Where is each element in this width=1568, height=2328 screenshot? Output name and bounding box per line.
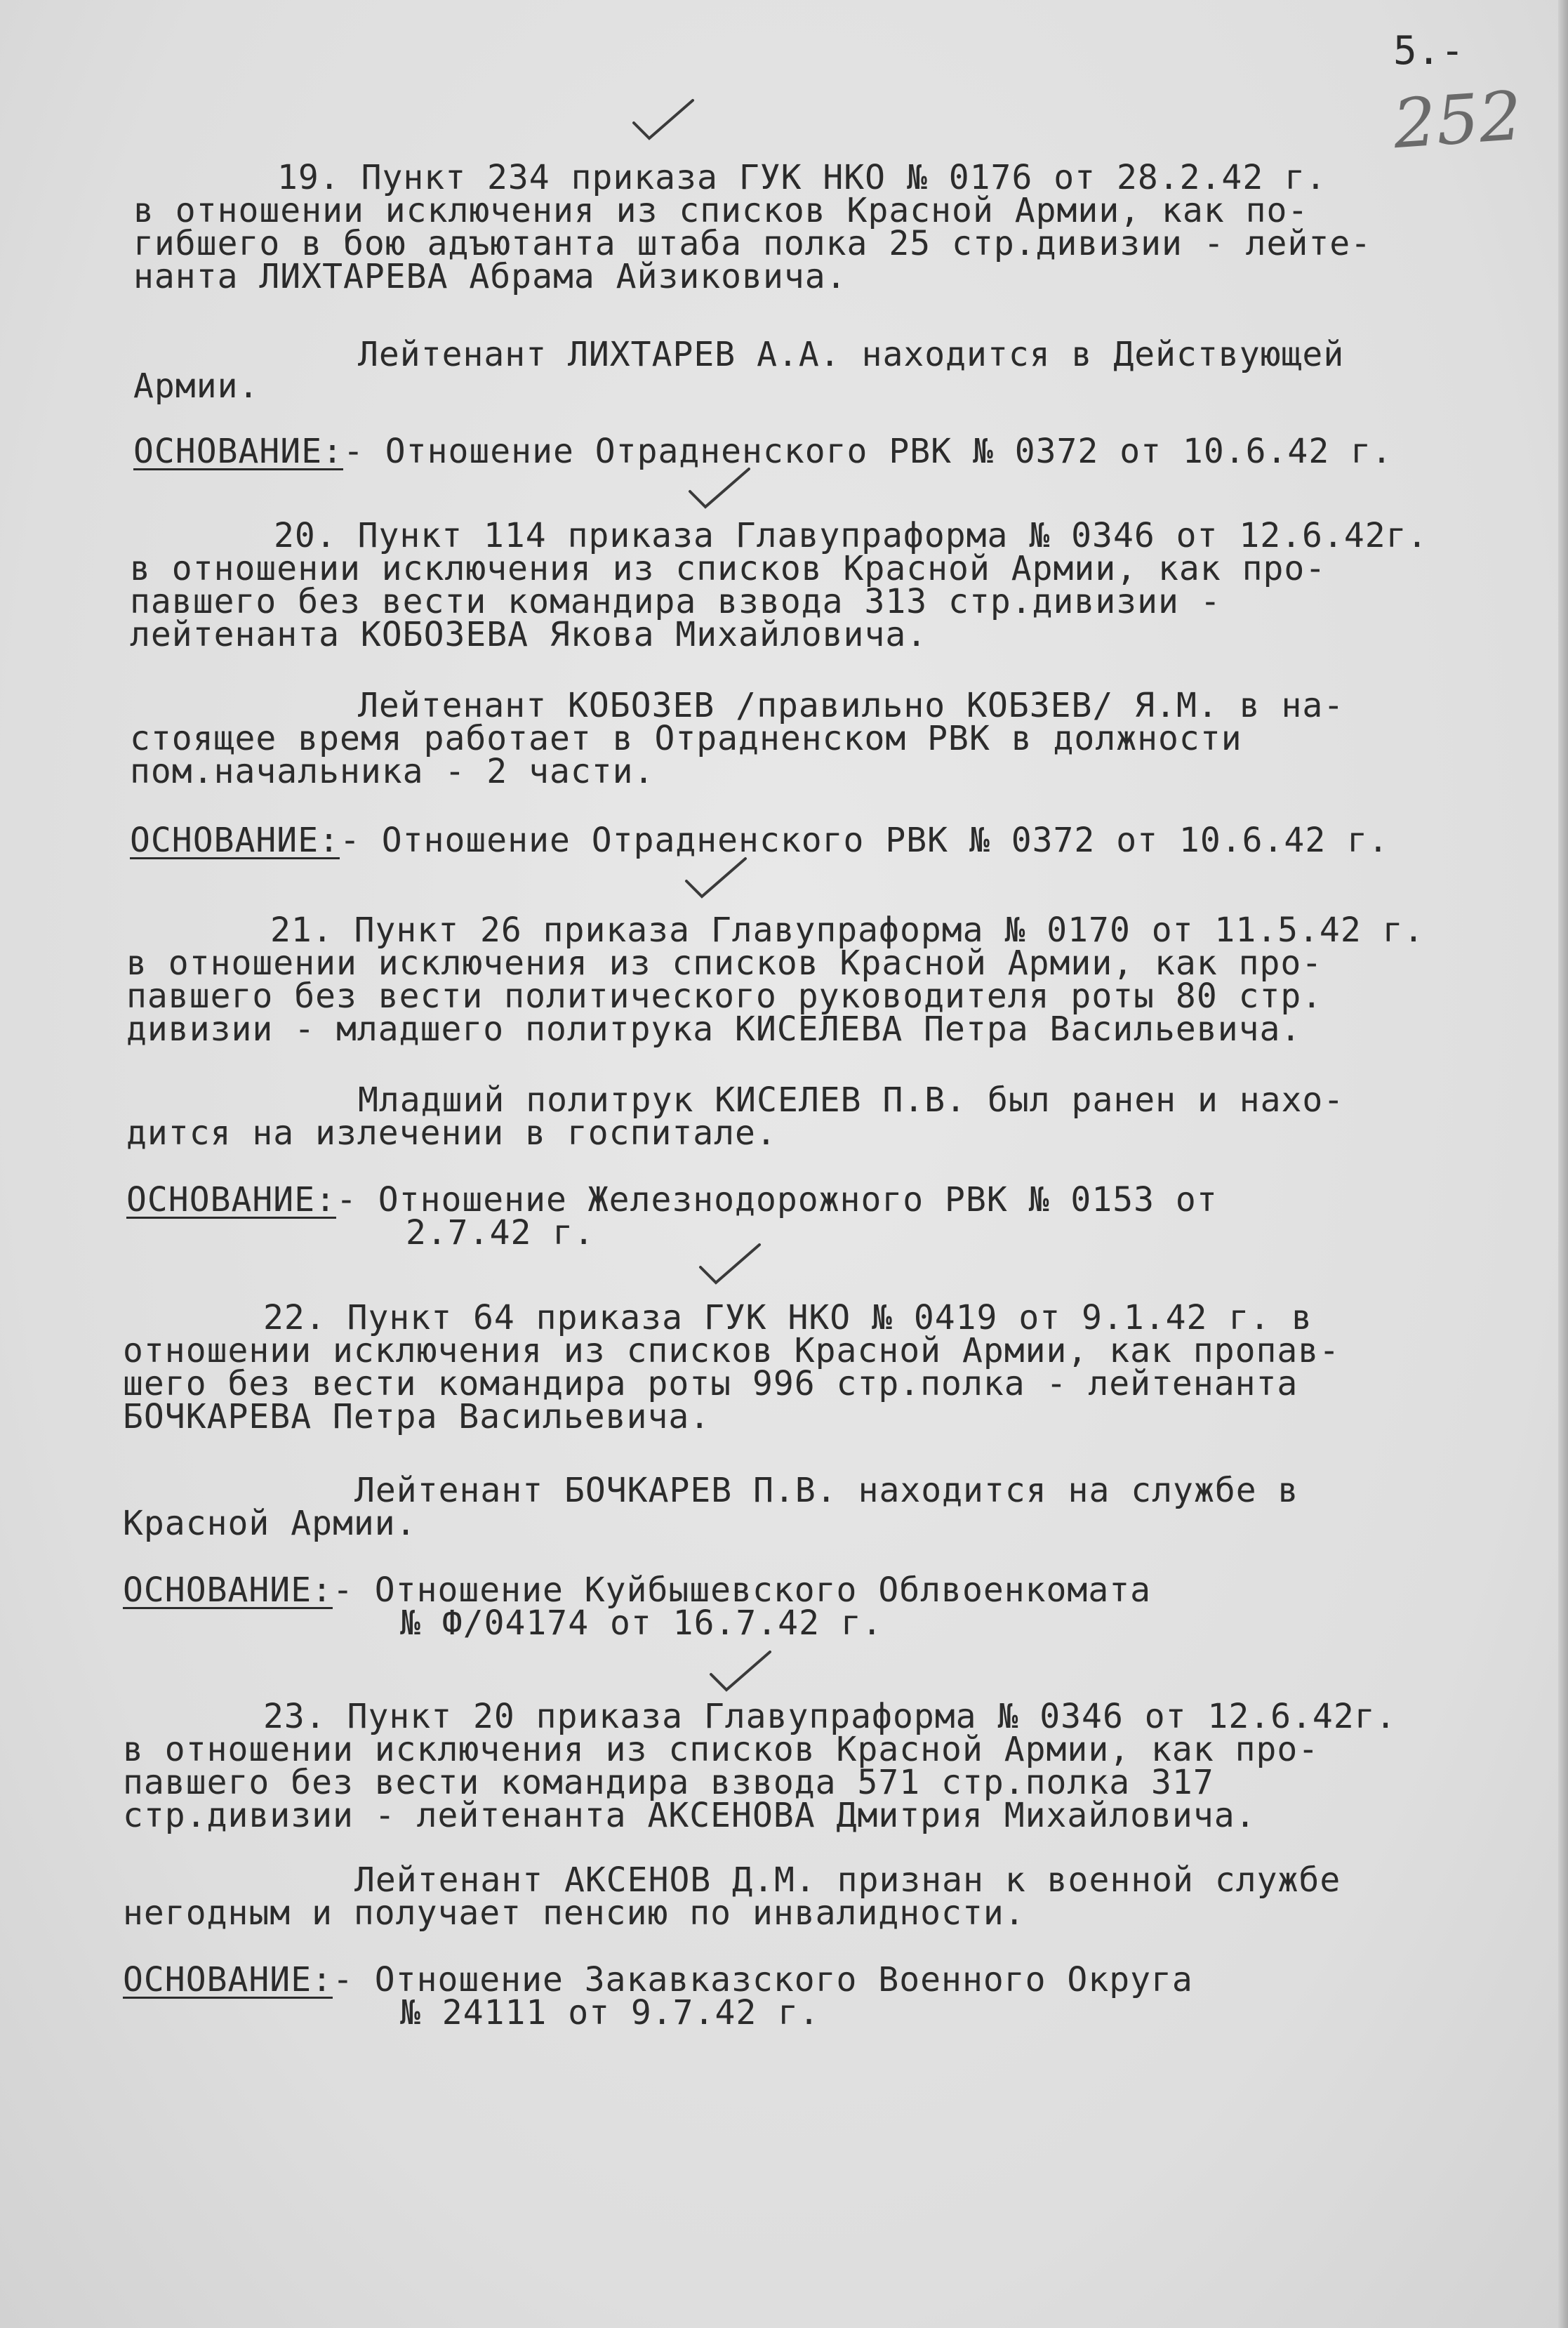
item-21-result-line: Младший политрук КИСЕЛЕВ П.В. был ранен и нахо- <box>358 1080 1345 1120</box>
item-23-text-line: павшего без вести командира взвода 571 стр.полка 317 <box>123 1763 1214 1802</box>
item-21-heading-line: 21. Пункт 26 приказа Главупраформа № 0170 от 11.5.42 г. <box>270 911 1425 950</box>
item-23-result-line: негодным и получает пенсию по инвалидности. <box>123 1893 1025 1933</box>
item-22-text-line: шего без вести командира роты 996 стр.полка - лейтенанта <box>123 1364 1298 1403</box>
page-number: 5.- <box>1393 28 1465 74</box>
item-19-heading-line: 19. Пункт 234 приказа ГУК НКО № 0176 от 28.2.42 г. <box>277 158 1327 197</box>
check-mark-icon <box>695 1239 765 1288</box>
item-21-basis-line: 2.7.42 г. <box>406 1213 595 1252</box>
page-edge-shadow <box>1558 0 1568 2328</box>
basis-label: ОСНОВАНИЕ: <box>126 1180 336 1219</box>
folio-number-handwritten: 252 <box>1390 76 1524 164</box>
item-22-result-line: Красной Армии. <box>123 1504 417 1543</box>
basis-label: ОСНОВАНИЕ: <box>123 1570 333 1610</box>
item-21-result-line: дится на излечении в госпитале. <box>126 1113 777 1153</box>
basis-label: ОСНОВАНИЕ: <box>123 1960 333 1999</box>
check-mark-icon <box>681 853 751 902</box>
item-22-basis-line: № Ф/04174 от 16.7.42 г. <box>400 1603 883 1643</box>
item-20-result-line: пом.начальника - 2 части. <box>130 752 655 791</box>
item-19-result-line: Лейтенант ЛИХТАРЕВ А.А. находится в Действующей <box>358 335 1345 374</box>
item-21-basis: ОСНОВАНИЕ:- Отношение Железнодорожного РВК № 0153 от <box>126 1180 1218 1219</box>
item-21-text-line: в отношении исключения из списков Красной Армии, как про- <box>126 944 1323 983</box>
item-20-heading-line: 20. Пункт 114 приказа Главупраформа № 0346 от 12.6.42г. <box>274 516 1428 555</box>
item-20-result-line: Лейтенант КОБОЗЕВ /правильно КОБЗЕВ/ Я.М. в на- <box>358 686 1345 725</box>
item-23-basis-line: № 24111 от 9.7.42 г. <box>400 1993 820 2032</box>
item-22-text-line: отношении исключения из списков Красной Армии, как пропав- <box>123 1331 1341 1370</box>
item-23-text-line: в отношении исключения из списков Красной Армии, как про- <box>123 1730 1320 1769</box>
item-20-text-line: в отношении исключения из списков Красной Армии, как про- <box>130 549 1327 588</box>
item-21-text-line: павшего без вести политического руководителя роты 80 стр. <box>126 977 1323 1016</box>
item-22-text-line: БОЧКАРЕВА Петра Васильевича. <box>123 1397 711 1436</box>
basis-label: ОСНОВАНИЕ: <box>130 821 340 860</box>
item-23-basis: ОСНОВАНИЕ:- Отношение Закавказского Военного Округа <box>123 1960 1193 1999</box>
item-22-result-line: Лейтенант БОЧКАРЕВ П.В. находится на службе в <box>354 1471 1299 1510</box>
item-19-result-line: Армии. <box>133 366 260 406</box>
item-20-text-line: лейтенанта КОБОЗЕВА Якова Михайловича. <box>130 615 928 654</box>
item-19-basis: ОСНОВАНИЕ:- Отношение Отрадненского РВК № 0372 от 10.6.42 г. <box>133 432 1393 471</box>
item-20-result-line: стоящее время работает в Отрадненском РВК в должности <box>130 719 1242 758</box>
item-23-heading-line: 23. Пункт 20 приказа Главупраформа № 0346 от 12.6.42г. <box>263 1697 1397 1736</box>
item-20-basis: ОСНОВАНИЕ:- Отношение Отрадненского РВК № 0372 от 10.6.42 г. <box>130 821 1389 860</box>
item-22-heading-line: 22. Пункт 64 приказа ГУК НКО № 0419 от 9.1.42 г. в <box>263 1298 1313 1337</box>
check-mark-icon <box>628 95 698 144</box>
item-23-result-line: Лейтенант АКСЕНОВ Д.М. признан к военной службе <box>354 1860 1341 1900</box>
item-23-text-line: стр.дивизии - лейтенанта АКСЕНОВА Дмитрия Михайловича. <box>123 1796 1256 1835</box>
item-19-text-line: нанта ЛИХТАРЕВА Абрама Айзиковича. <box>133 257 847 296</box>
item-19-text-line: в отношении исключения из списков Красной Армии, как по- <box>133 191 1309 230</box>
item-21-text-line: дивизии - младшего политрука КИСЕЛЕВА Петра Васильевича. <box>126 1010 1302 1049</box>
check-mark-icon <box>705 1646 776 1695</box>
basis-label: ОСНОВАНИЕ: <box>133 432 343 471</box>
item-19-text-line: гибшего в бою адъютанта штаба полка 25 стр.дивизии - лейте- <box>133 224 1372 263</box>
item-22-basis: ОСНОВАНИЕ:- Отношение Куйбышевского Облвоенкомата <box>123 1570 1152 1610</box>
item-20-text-line: павшего без вести командира взвода 313 стр.дивизии - <box>130 582 1221 621</box>
